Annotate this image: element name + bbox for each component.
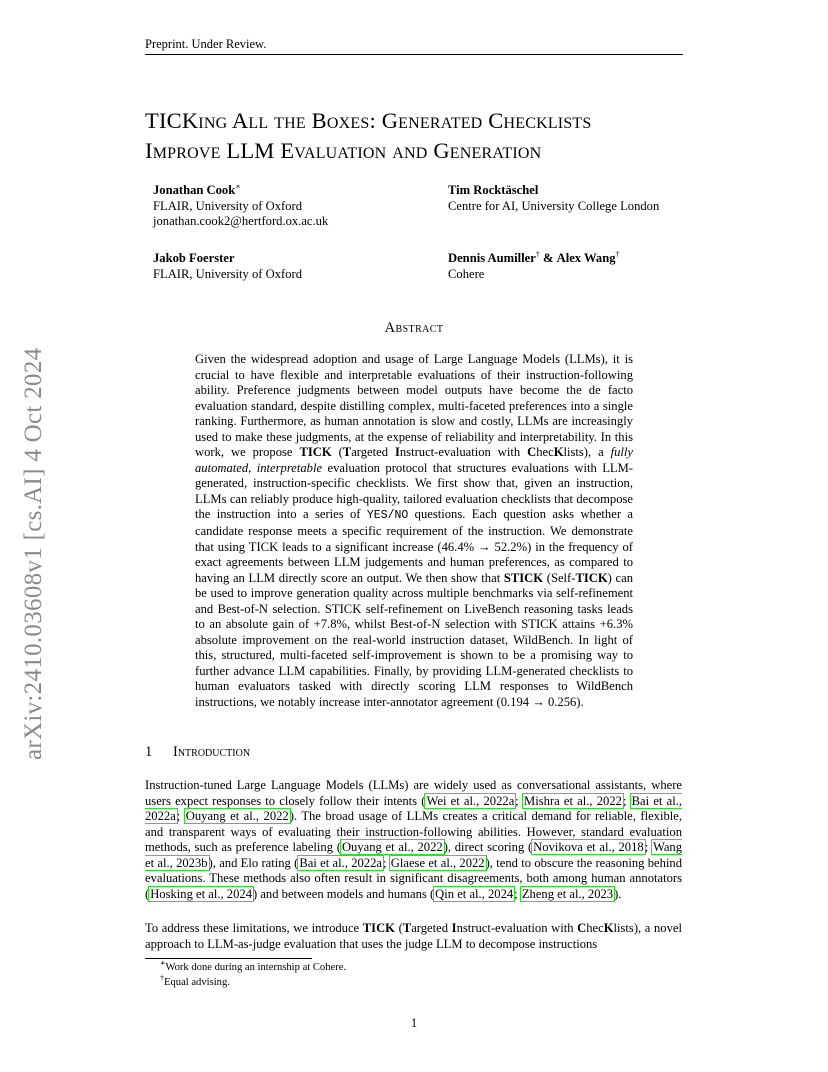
intro-paragraph-1 — [145, 778, 682, 902]
citation-link[interactable]: Ouyang et al., 2022 — [185, 809, 289, 824]
section-heading-introduction — [145, 744, 250, 761]
paragraph-text: ; — [382, 855, 390, 870]
author-name: Tim Rocktäschel — [448, 183, 539, 197]
author-name: Alex Wang — [556, 251, 616, 265]
stick-name: STICK — [503, 570, 544, 585]
intro-paragraph-2 — [145, 921, 682, 952]
footnote-text: Work done during an internship at Cohere. — [165, 962, 347, 973]
author-name: Jonathan Cook — [153, 183, 236, 197]
abstract-text: nstruct-evaluation with — [399, 445, 528, 460]
citation-link[interactable]: Wang et al., 2023b — [145, 840, 682, 870]
citation-link[interactable]: Novikova et al., 2018 — [533, 840, 644, 855]
citation-link[interactable]: Bai et al., 2022a — [145, 793, 682, 824]
yes-no-code: YES/NO — [366, 509, 409, 523]
acronym-letter: K — [603, 921, 614, 935]
author-footnote-mark: † — [535, 249, 540, 259]
citation-link[interactable]: Qin et al., 2024 — [435, 886, 514, 901]
paragraph-text: ; — [622, 793, 631, 808]
paragraph-text: ) and between models and humans ( — [253, 886, 435, 901]
paragraph-text: argeted — [411, 921, 452, 935]
acronym-letter: T — [402, 921, 412, 935]
footnote-mark: ∗ — [160, 958, 166, 968]
citation-link[interactable]: Glaese et al., 2022 — [390, 855, 485, 870]
footnote-2 — [160, 973, 230, 988]
paragraph-text: ), tend to obscure the reasoning behind evaluations. These methods also often result in significant disagreements, both among human annotators ( — [145, 855, 683, 901]
title-line-1: TICKing All the Boxes: Generated Checklists — [145, 108, 592, 133]
acronym-letter: C — [577, 921, 587, 935]
paragraph-text: hec — [586, 921, 604, 935]
acronym-letter: T — [342, 445, 352, 460]
paper-title — [145, 106, 705, 166]
abstract-text: hec — [536, 445, 554, 460]
author-footnote-mark: ∗ — [235, 181, 241, 191]
arxiv-identifier-stamp: arXiv:2410.03608v1 [cs.AI] 4 Oct 2024 — [20, 347, 47, 760]
author-ampersand: & — [542, 251, 554, 265]
author-block-foerster — [153, 251, 302, 282]
paragraph-text: ; — [644, 840, 652, 855]
author-affiliation: FLAIR, University of Oxford — [153, 266, 303, 281]
author-email[interactable]: jonathan.cook2@hertford.ox.ac.uk — [153, 214, 329, 228]
paragraph-text: ). — [614, 886, 622, 901]
title-line-2: Improve LLM Evaluation and Generation — [145, 138, 542, 163]
abstract-text: ) — [607, 570, 612, 585]
section-title: Introduction — [173, 744, 251, 760]
abstract-text: questions. Each question asks whether a candidate response meets a specific requirement of the instruction. We demonstrate that using TICK leads to a significant increase (46.4% → 52.2%) in the frequency of exact agreements between LLM judgements and human preferences, as compared to having an LLM directly score an output. We then show that — [195, 507, 633, 585]
paragraph-text: ). The broad usage of LLMs creates a critical demand for reliable, flexible, and transparent ways of evaluating their instruction-following abilities. However, standard evaluation methods, such as preference labeling ( — [145, 809, 683, 855]
acronym-letter: I — [451, 921, 457, 935]
citation-link[interactable]: Hosking et al., 2024 — [150, 886, 252, 901]
abstract-body — [195, 352, 633, 711]
acronym-letter: C — [527, 445, 537, 460]
tick-name: TICK — [299, 445, 332, 460]
author-name: Jakob Foerster — [153, 251, 235, 265]
header-rule — [145, 54, 683, 55]
citation-link[interactable]: Bai et al., 2022a — [299, 855, 382, 870]
abstract-text: evaluation protocol that structures evaluations with LLM-generated, instruction-specific checklists. We first show that, given an instruction, LLMs can reliably produce high-quality, tailored evaluation checklists that decompose the instruction into a series of — [195, 460, 633, 522]
abstract-text: ( — [331, 445, 343, 460]
citation-link[interactable]: Mishra et al., 2022 — [524, 793, 622, 808]
author-affiliation: Cohere — [448, 266, 485, 281]
paragraph-text: ), direct scoring ( — [443, 840, 533, 855]
author-block-rocktaschel — [448, 183, 659, 214]
author-block-cook — [153, 183, 328, 230]
paragraph-text: ; — [514, 886, 521, 901]
abstract-text: can be used to improve generation quality across multiple benchmarks via self-refinement and Best-of-N selection. STICK self-refinement on LiveBench reasoning tasks leads to an absolute gain of +7.8%, whilst Best-of-N selection with STICK attains +6.3% absolute improvement on the real-world instruction dataset, WildBench. In light of this, structured, multi-faceted self-improvement is shown to be a promising way to further advance LLM capabilities. Finally, by providing LLM-generated checklists to human evaluators tasked with directly scoring LLM responses to WildBench instructions, we notably increase inter-annotator agreement (0.194 → 0.256). — [195, 570, 633, 710]
abstract-text: lists), a — [563, 445, 611, 460]
abstract-text: (Self- — [543, 570, 576, 585]
page-number: 1 — [410, 1016, 418, 1030]
author-footnote-mark: † — [615, 249, 620, 259]
tick-name: TICK — [362, 921, 395, 935]
citation-link[interactable]: Wei et al., 2022a — [426, 793, 515, 808]
section-number: 1 — [145, 744, 153, 760]
paragraph-text: nstruct-evaluation with — [456, 921, 578, 935]
paragraph-text: ; — [515, 793, 523, 808]
paragraph-text: ), and Elo rating ( — [208, 855, 299, 870]
acronym-letter: K — [553, 445, 564, 460]
abstract-heading: Abstract — [384, 320, 444, 336]
tick-name: TICK — [575, 570, 608, 585]
abstract-text: Given the widespread adoption and usage of Large Language Models (LLMs), it is crucial to have flexible and interpretable evaluations of their instruction-following ability. Preference judgments between model outputs have become the de facto evaluation standard, despite distilling complex, multi-faceted preferences into a single ranking. Furthermore, as human annotation is slow and costly, LLMs are increasingly used to make these judgments, at the expense of reliability and interpretability. In this work, we propose — [195, 352, 633, 460]
paragraph-text: Instruction-tuned Large Language Models (LLMs) are widely used as conversational assistants, where users expect responses to closely follow their intents ( — [145, 778, 682, 808]
author-name: Dennis Aumiller — [448, 251, 536, 265]
citation-link[interactable]: Ouyang et al., 2022 — [341, 840, 443, 855]
abstract-text: argeted — [351, 445, 395, 460]
footnote-text: Equal advising. — [164, 977, 230, 988]
footnote-1 — [160, 958, 347, 973]
author-affiliation: FLAIR, University of Oxford — [153, 198, 303, 213]
paragraph-text: ; — [176, 809, 185, 824]
citation-link[interactable]: Zheng et al., 2023 — [521, 886, 614, 901]
running-header: Preprint. Under Review. — [145, 37, 267, 51]
paragraph-text: To address these limitations, we introduce — [145, 921, 363, 935]
paragraph-text: lists), a novel approach to LLM-as-judge evaluation that uses the judge LLM to decompose instructions — [145, 921, 682, 951]
author-block-aumiller-wang — [448, 251, 620, 282]
abstract-emphasis: fully automated, interpretable — [195, 445, 633, 475]
paragraph-text: ( — [394, 921, 403, 935]
acronym-letter: I — [394, 445, 400, 460]
footnote-rule — [145, 958, 312, 959]
footnote-mark: † — [160, 973, 164, 983]
author-affiliation: Centre for AI, University College London — [448, 198, 660, 213]
